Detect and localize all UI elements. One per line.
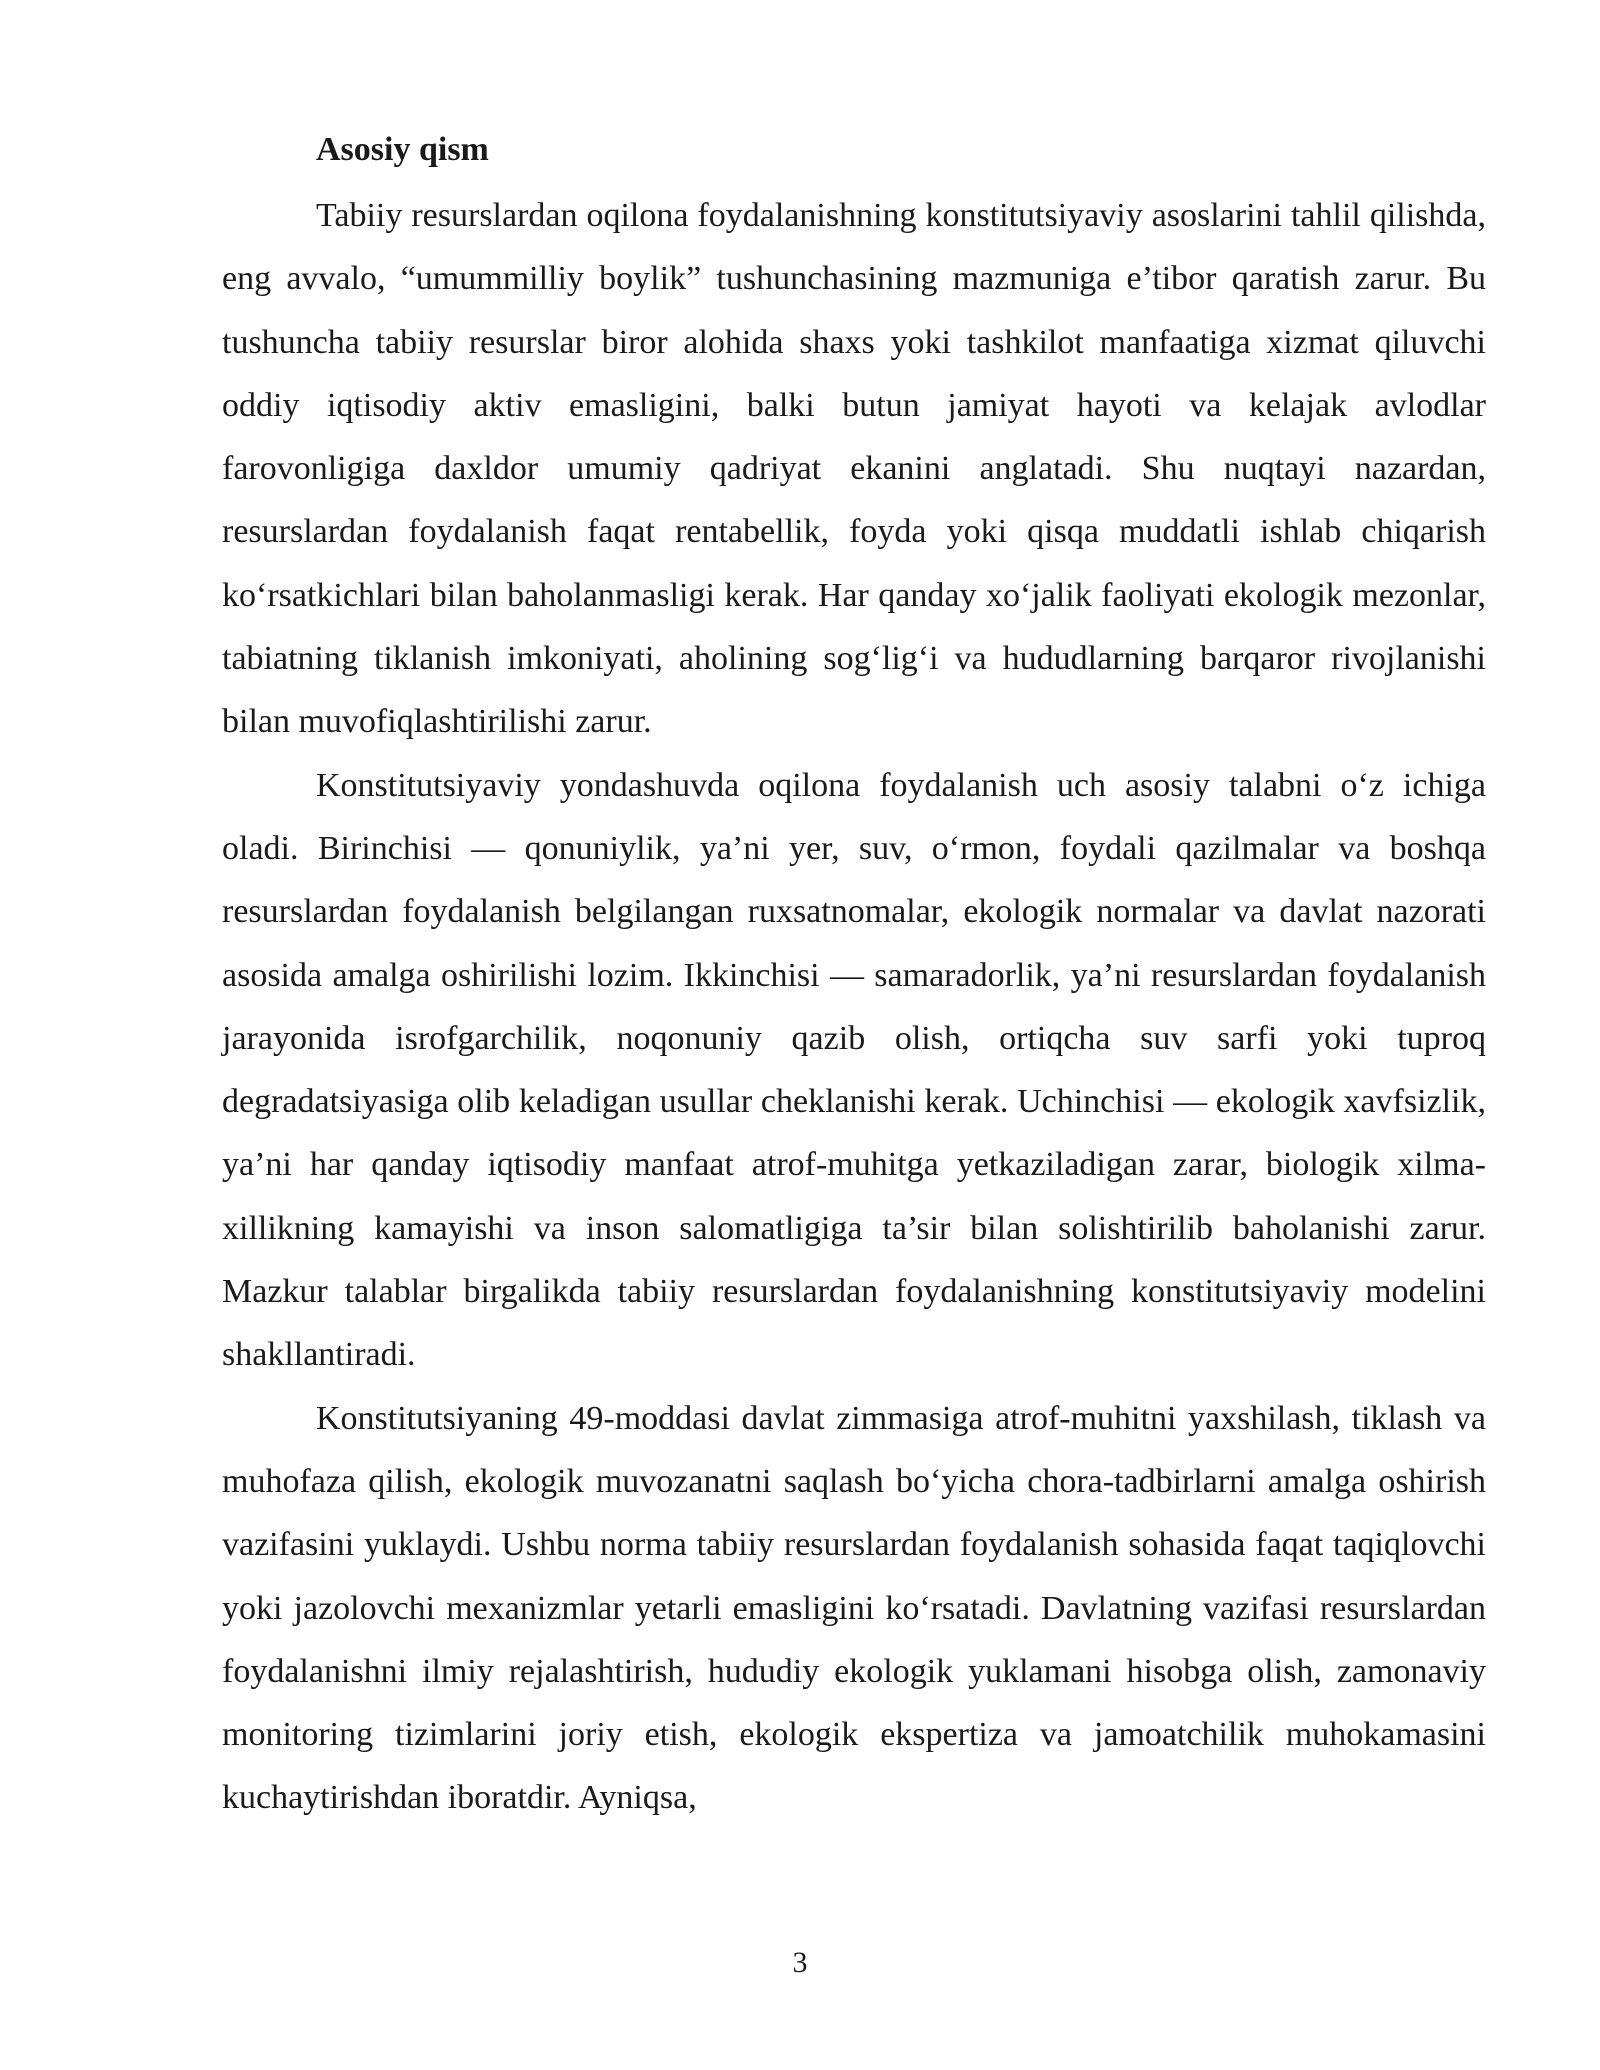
section-heading: Asosiy qism: [316, 131, 489, 168]
paragraph-1: Tabiiy resurslardan oqilona foydalanishning konstitutsiyaviy asoslarini tahlil qilishda, eng avvalo, “umummilliy boylik” tushunchasining mazmuniga e’tibor qaratish zarur. Bu tushuncha tabiiy resurslar biror alohida shaxs yoki tashkilot manfaatiga xizmat qiluvchi oddiy iqtisodiy aktiv emasligini, balki butun jamiyat hayoti va kelajak avlodlar farovonligiga daxldor umumiy qadriyat ekanini anglatadi. Shu nuqtayi nazardan, resurslardan foydalanish faqat rentabellik, foyda yoki qisqa muddatli ishlab chiqarish ko‘rsatkichlari bilan baholanmasligi kerak. Har qanday xo‘jalik faoliyati ekologik mezonlar, tabiatning tiklanish imkoniyati, aholining sog‘lig‘i va hududlarning barqaror rivojlanishi bilan muvofiqlashtirilishi zarur.: [222, 197, 1486, 741]
page-number: 3: [792, 1946, 808, 1979]
page-body: [222, 126, 1486, 1830]
paragraph-2: Konstitutsiyaviy yondashuvda oqilona foydalanish uch asosiy talabni o‘z ichiga oladi. Birinchisi — qonuniylik, ya’ni yer, suv, o‘rmon, foydali qazilmalar va boshqa resurslardan foydalanish belgilangan ruxsatnomalar, ekologik normalar va davlat nazorati asosida amalga oshirilishi lozim. Ikkinchisi — samaradorlik, ya’ni resurslardan foydalanish jarayonida isrofgarchilik, noqonuniy qazib olish, ortiqcha suv sarfi yoki tuproq degradatsiyasiga olib keladigan usullar cheklanishi kerak. Uchinchisi — ekologik xavfsizlik, ya’ni har qanday iqtisodiy manfaat atrof-muhitga yetkaziladigan zarar, biologik xilma-xillikning kamayishi va inson salomatligiga ta’sir bilan solishtirilib baholanishi zarur. Mazkur talablar birgalikda tabiiy resurslardan foydalanishning konstitutsiyaviy modelini shakllantiradi.: [222, 766, 1486, 1374]
paragraph-3: Konstitutsiyaning 49-moddasi davlat zimmasiga atrof-muhitni yaxshilash, tiklash va muhofaza qilish, ekologik muvozanatni saqlash bo‘yicha chora-tadbirlarni amalga oshirish vazifasini yuklaydi. Ushbu norma tabiiy resurslardan foydalanish sohasida faqat taqiqlovchi yoki jazolovchi mexanizmlar yetarli emasligini ko‘rsatadi. Davlatning vazifasi resurslardan foydalanishni ilmiy rejalashtirish, hududiy ekologik yuklamani hisobga olish, zamonaviy monitoring tizimlarini joriy etish, ekologik ekspertiza va jamoatchilik muhokamasini kuchaytirishdan iboratdir. Ayniqsa,: [222, 1399, 1486, 1817]
